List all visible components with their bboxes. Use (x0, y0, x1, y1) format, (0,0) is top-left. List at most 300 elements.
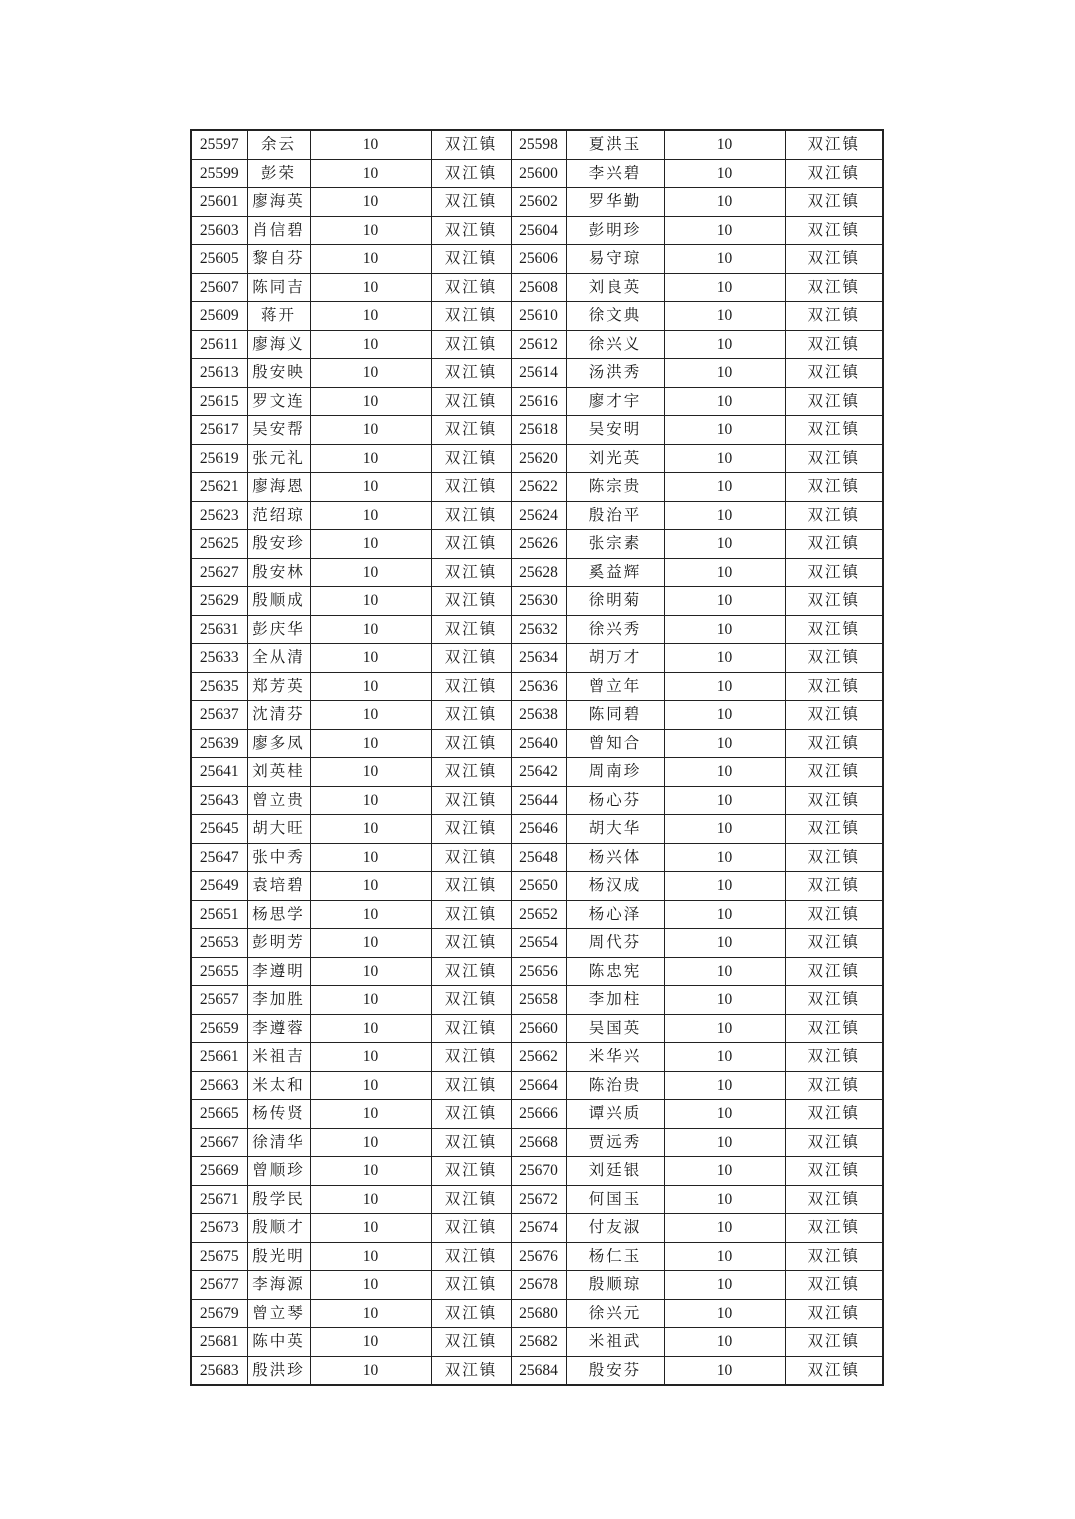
record-id-cell: 25615 (191, 387, 247, 416)
record-id-cell: 25623 (191, 501, 247, 530)
town-name-cell: 双江镇 (431, 900, 511, 929)
town-name-cell: 双江镇 (785, 444, 883, 473)
record-id-cell: 25652 (511, 900, 566, 929)
person-name-cell: 殷顺才 (247, 1214, 310, 1243)
amount-value-cell: 10 (310, 701, 431, 730)
table-row (191, 1271, 883, 1300)
table-row (191, 1214, 883, 1243)
record-id-cell: 25603 (191, 216, 247, 245)
record-id-cell: 25678 (511, 1271, 566, 1300)
town-name-cell: 双江镇 (431, 444, 511, 473)
town-name-cell: 双江镇 (431, 1157, 511, 1186)
amount-value-cell: 10 (664, 216, 785, 245)
record-id-cell: 25668 (511, 1128, 566, 1157)
person-name-cell: 殷治平 (566, 501, 664, 530)
record-id-cell: 25669 (191, 1157, 247, 1186)
town-name-cell: 双江镇 (785, 758, 883, 787)
person-name-cell: 刘英桂 (247, 758, 310, 787)
person-name-cell: 米祖武 (566, 1328, 664, 1357)
record-id-cell: 25651 (191, 900, 247, 929)
roster-body (191, 130, 883, 1385)
amount-value-cell: 10 (664, 957, 785, 986)
town-name-cell: 双江镇 (431, 1242, 511, 1271)
town-name-cell: 双江镇 (431, 530, 511, 559)
record-id-cell: 25636 (511, 672, 566, 701)
town-name-cell: 双江镇 (431, 1299, 511, 1328)
town-name-cell: 双江镇 (785, 501, 883, 530)
record-id-cell: 25671 (191, 1185, 247, 1214)
table-row (191, 444, 883, 473)
person-name-cell: 刘光英 (566, 444, 664, 473)
town-name-cell: 双江镇 (785, 416, 883, 445)
town-name-cell: 双江镇 (785, 558, 883, 587)
amount-value-cell: 10 (664, 558, 785, 587)
town-name-cell: 双江镇 (785, 786, 883, 815)
amount-value-cell: 10 (310, 672, 431, 701)
town-name-cell: 双江镇 (785, 330, 883, 359)
town-name-cell: 双江镇 (431, 330, 511, 359)
amount-value-cell: 10 (664, 1299, 785, 1328)
town-name-cell: 双江镇 (431, 159, 511, 188)
record-id-cell: 25628 (511, 558, 566, 587)
table-row (191, 957, 883, 986)
town-name-cell: 双江镇 (431, 786, 511, 815)
person-name-cell: 罗文连 (247, 387, 310, 416)
amount-value-cell: 10 (664, 359, 785, 388)
record-id-cell: 25617 (191, 416, 247, 445)
record-id-cell: 25631 (191, 615, 247, 644)
amount-value-cell: 10 (310, 1271, 431, 1300)
person-name-cell: 徐兴元 (566, 1299, 664, 1328)
record-id-cell: 25613 (191, 359, 247, 388)
town-name-cell: 双江镇 (785, 302, 883, 331)
person-name-cell: 彭荣 (247, 159, 310, 188)
person-name-cell: 周南珍 (566, 758, 664, 787)
town-name-cell: 双江镇 (785, 188, 883, 217)
amount-value-cell: 10 (664, 444, 785, 473)
town-name-cell: 双江镇 (785, 530, 883, 559)
person-name-cell: 李加柱 (566, 986, 664, 1015)
record-id-cell: 25599 (191, 159, 247, 188)
person-name-cell: 廖多凤 (247, 729, 310, 758)
amount-value-cell: 10 (664, 1100, 785, 1129)
record-id-cell: 25622 (511, 473, 566, 502)
amount-value-cell: 10 (664, 672, 785, 701)
person-name-cell: 殷安映 (247, 359, 310, 388)
town-name-cell: 双江镇 (431, 216, 511, 245)
table-row (191, 273, 883, 302)
town-name-cell: 双江镇 (785, 245, 883, 274)
record-id-cell: 25672 (511, 1185, 566, 1214)
town-name-cell: 双江镇 (431, 929, 511, 958)
record-id-cell: 25634 (511, 644, 566, 673)
record-id-cell: 25604 (511, 216, 566, 245)
amount-value-cell: 10 (664, 1356, 785, 1385)
town-name-cell: 双江镇 (785, 1299, 883, 1328)
person-name-cell: 彭庆华 (247, 615, 310, 644)
table-row (191, 1100, 883, 1129)
town-name-cell: 双江镇 (431, 758, 511, 787)
amount-value-cell: 10 (664, 330, 785, 359)
amount-value-cell: 10 (664, 1128, 785, 1157)
record-id-cell: 25620 (511, 444, 566, 473)
record-id-cell: 25625 (191, 530, 247, 559)
town-name-cell: 双江镇 (431, 1014, 511, 1043)
record-id-cell: 25630 (511, 587, 566, 616)
amount-value-cell: 10 (310, 130, 431, 159)
amount-value-cell: 10 (310, 473, 431, 502)
person-name-cell: 李兴碧 (566, 159, 664, 188)
person-name-cell: 李加胜 (247, 986, 310, 1015)
table-row (191, 701, 883, 730)
town-name-cell: 双江镇 (431, 501, 511, 530)
amount-value-cell: 10 (310, 729, 431, 758)
record-id-cell: 25597 (191, 130, 247, 159)
record-id-cell: 25666 (511, 1100, 566, 1129)
record-id-cell: 25659 (191, 1014, 247, 1043)
town-name-cell: 双江镇 (431, 1071, 511, 1100)
amount-value-cell: 10 (664, 1014, 785, 1043)
record-id-cell: 25637 (191, 701, 247, 730)
record-id-cell: 25618 (511, 416, 566, 445)
amount-value-cell: 10 (310, 530, 431, 559)
table-row (191, 359, 883, 388)
person-name-cell: 殷顺成 (247, 587, 310, 616)
town-name-cell: 双江镇 (431, 1214, 511, 1243)
town-name-cell: 双江镇 (785, 843, 883, 872)
record-id-cell: 25635 (191, 672, 247, 701)
amount-value-cell: 10 (310, 302, 431, 331)
amount-value-cell: 10 (310, 1157, 431, 1186)
record-id-cell: 25611 (191, 330, 247, 359)
person-name-cell: 李海源 (247, 1271, 310, 1300)
person-name-cell: 曾顺珍 (247, 1157, 310, 1186)
person-name-cell: 陈宗贵 (566, 473, 664, 502)
person-name-cell: 徐明菊 (566, 587, 664, 616)
person-name-cell: 曾知合 (566, 729, 664, 758)
amount-value-cell: 10 (664, 416, 785, 445)
person-name-cell: 袁培碧 (247, 872, 310, 901)
record-id-cell: 25602 (511, 188, 566, 217)
record-id-cell: 25644 (511, 786, 566, 815)
person-name-cell: 殷安林 (247, 558, 310, 587)
record-id-cell: 25650 (511, 872, 566, 901)
record-id-cell: 25649 (191, 872, 247, 901)
town-name-cell: 双江镇 (785, 130, 883, 159)
amount-value-cell: 10 (310, 929, 431, 958)
table-row (191, 501, 883, 530)
record-id-cell: 25608 (511, 273, 566, 302)
town-name-cell: 双江镇 (431, 1185, 511, 1214)
record-id-cell: 25643 (191, 786, 247, 815)
record-id-cell: 25675 (191, 1242, 247, 1271)
amount-value-cell: 10 (310, 1299, 431, 1328)
record-id-cell: 25679 (191, 1299, 247, 1328)
record-id-cell: 25633 (191, 644, 247, 673)
person-name-cell: 胡大旺 (247, 815, 310, 844)
record-id-cell: 25610 (511, 302, 566, 331)
record-id-cell: 25660 (511, 1014, 566, 1043)
town-name-cell: 双江镇 (431, 273, 511, 302)
table-row (191, 900, 883, 929)
table-row (191, 786, 883, 815)
amount-value-cell: 10 (664, 501, 785, 530)
amount-value-cell: 10 (664, 986, 785, 1015)
amount-value-cell: 10 (310, 387, 431, 416)
town-name-cell: 双江镇 (785, 872, 883, 901)
town-name-cell: 双江镇 (431, 729, 511, 758)
person-name-cell: 贾远秀 (566, 1128, 664, 1157)
record-id-cell: 25677 (191, 1271, 247, 1300)
amount-value-cell: 10 (310, 786, 431, 815)
amount-value-cell: 10 (664, 1242, 785, 1271)
person-name-cell: 谭兴质 (566, 1100, 664, 1129)
table-row (191, 188, 883, 217)
table-row (191, 1299, 883, 1328)
town-name-cell: 双江镇 (431, 359, 511, 388)
person-name-cell: 殷学民 (247, 1185, 310, 1214)
record-id-cell: 25647 (191, 843, 247, 872)
table-row (191, 644, 883, 673)
record-id-cell: 25674 (511, 1214, 566, 1243)
town-name-cell: 双江镇 (785, 1356, 883, 1385)
record-id-cell: 25642 (511, 758, 566, 787)
person-name-cell: 余云 (247, 130, 310, 159)
town-name-cell: 双江镇 (431, 130, 511, 159)
amount-value-cell: 10 (310, 1185, 431, 1214)
record-id-cell: 25624 (511, 501, 566, 530)
person-name-cell: 全从清 (247, 644, 310, 673)
record-id-cell: 25645 (191, 815, 247, 844)
amount-value-cell: 10 (664, 729, 785, 758)
table-row (191, 1043, 883, 1072)
amount-value-cell: 10 (310, 416, 431, 445)
person-name-cell: 吴国英 (566, 1014, 664, 1043)
table-row (191, 843, 883, 872)
town-name-cell: 双江镇 (785, 216, 883, 245)
record-id-cell: 25657 (191, 986, 247, 1015)
record-id-cell: 25664 (511, 1071, 566, 1100)
amount-value-cell: 10 (664, 900, 785, 929)
amount-value-cell: 10 (310, 245, 431, 274)
person-name-cell: 刘廷银 (566, 1157, 664, 1186)
record-id-cell: 25621 (191, 473, 247, 502)
person-name-cell: 张元礼 (247, 444, 310, 473)
person-name-cell: 易守琼 (566, 245, 664, 274)
amount-value-cell: 10 (664, 1214, 785, 1243)
person-name-cell: 杨心芬 (566, 786, 664, 815)
amount-value-cell: 10 (310, 1214, 431, 1243)
amount-value-cell: 10 (664, 1271, 785, 1300)
person-name-cell: 汤洪秀 (566, 359, 664, 388)
person-name-cell: 李遵明 (247, 957, 310, 986)
town-name-cell: 双江镇 (431, 587, 511, 616)
amount-value-cell: 10 (664, 1043, 785, 1072)
amount-value-cell: 10 (310, 815, 431, 844)
table-row (191, 1328, 883, 1357)
record-id-cell: 25665 (191, 1100, 247, 1129)
table-row (191, 872, 883, 901)
town-name-cell: 双江镇 (785, 473, 883, 502)
amount-value-cell: 10 (310, 1071, 431, 1100)
amount-value-cell: 10 (664, 1185, 785, 1214)
table-row (191, 758, 883, 787)
amount-value-cell: 10 (664, 188, 785, 217)
town-name-cell: 双江镇 (431, 473, 511, 502)
amount-value-cell: 10 (664, 587, 785, 616)
town-name-cell: 双江镇 (785, 159, 883, 188)
record-id-cell: 25648 (511, 843, 566, 872)
amount-value-cell: 10 (664, 644, 785, 673)
amount-value-cell: 10 (664, 273, 785, 302)
person-name-cell: 米太和 (247, 1071, 310, 1100)
record-id-cell: 25638 (511, 701, 566, 730)
town-name-cell: 双江镇 (785, 587, 883, 616)
person-name-cell: 殷洪珍 (247, 1356, 310, 1385)
person-name-cell: 黎自芬 (247, 245, 310, 274)
person-name-cell: 杨传贤 (247, 1100, 310, 1129)
town-name-cell: 双江镇 (785, 387, 883, 416)
person-name-cell: 殷光明 (247, 1242, 310, 1271)
amount-value-cell: 10 (664, 130, 785, 159)
table-row (191, 130, 883, 159)
table-row (191, 159, 883, 188)
record-id-cell: 25680 (511, 1299, 566, 1328)
amount-value-cell: 10 (310, 558, 431, 587)
person-name-cell: 廖才宇 (566, 387, 664, 416)
amount-value-cell: 10 (664, 1071, 785, 1100)
person-name-cell: 周代芬 (566, 929, 664, 958)
town-name-cell: 双江镇 (431, 1328, 511, 1357)
person-name-cell: 米祖吉 (247, 1043, 310, 1072)
town-name-cell: 双江镇 (431, 558, 511, 587)
amount-value-cell: 10 (310, 1242, 431, 1271)
record-id-cell: 25658 (511, 986, 566, 1015)
town-name-cell: 双江镇 (785, 1100, 883, 1129)
table-row (191, 1071, 883, 1100)
record-id-cell: 25663 (191, 1071, 247, 1100)
person-name-cell: 徐文典 (566, 302, 664, 331)
person-name-cell: 范绍琼 (247, 501, 310, 530)
town-name-cell: 双江镇 (785, 929, 883, 958)
record-id-cell: 25632 (511, 615, 566, 644)
amount-value-cell: 10 (310, 843, 431, 872)
record-id-cell: 25681 (191, 1328, 247, 1357)
person-name-cell: 徐兴义 (566, 330, 664, 359)
town-name-cell: 双江镇 (431, 302, 511, 331)
record-id-cell: 25654 (511, 929, 566, 958)
record-id-cell: 25646 (511, 815, 566, 844)
person-name-cell: 陈同碧 (566, 701, 664, 730)
table-row (191, 1128, 883, 1157)
table-row (191, 587, 883, 616)
amount-value-cell: 10 (310, 501, 431, 530)
person-name-cell: 廖海英 (247, 188, 310, 217)
amount-value-cell: 10 (664, 530, 785, 559)
amount-value-cell: 10 (664, 473, 785, 502)
amount-value-cell: 10 (310, 1014, 431, 1043)
amount-value-cell: 10 (310, 986, 431, 1015)
amount-value-cell: 10 (310, 159, 431, 188)
town-name-cell: 双江镇 (785, 1185, 883, 1214)
person-name-cell: 张中秀 (247, 843, 310, 872)
person-name-cell: 曾立贵 (247, 786, 310, 815)
town-name-cell: 双江镇 (431, 1100, 511, 1129)
amount-value-cell: 10 (310, 1328, 431, 1357)
amount-value-cell: 10 (310, 216, 431, 245)
person-name-cell: 杨思学 (247, 900, 310, 929)
table-row (191, 530, 883, 559)
town-name-cell: 双江镇 (785, 900, 883, 929)
record-id-cell: 25619 (191, 444, 247, 473)
town-name-cell: 双江镇 (785, 273, 883, 302)
town-name-cell: 双江镇 (785, 986, 883, 1015)
person-name-cell: 吴安明 (566, 416, 664, 445)
amount-value-cell: 10 (664, 872, 785, 901)
record-id-cell: 25601 (191, 188, 247, 217)
table-row (191, 416, 883, 445)
record-id-cell: 25684 (511, 1356, 566, 1385)
amount-value-cell: 10 (664, 843, 785, 872)
person-name-cell: 陈忠宪 (566, 957, 664, 986)
amount-value-cell: 10 (664, 786, 785, 815)
person-name-cell: 胡万才 (566, 644, 664, 673)
amount-value-cell: 10 (664, 758, 785, 787)
person-name-cell: 何国玉 (566, 1185, 664, 1214)
table-row (191, 1157, 883, 1186)
person-name-cell: 罗华勤 (566, 188, 664, 217)
person-name-cell: 胡大华 (566, 815, 664, 844)
amount-value-cell: 10 (664, 159, 785, 188)
amount-value-cell: 10 (310, 957, 431, 986)
person-name-cell: 郑芳英 (247, 672, 310, 701)
town-name-cell: 双江镇 (431, 957, 511, 986)
town-name-cell: 双江镇 (785, 1157, 883, 1186)
town-name-cell: 双江镇 (431, 986, 511, 1015)
town-name-cell: 双江镇 (431, 1128, 511, 1157)
town-name-cell: 双江镇 (785, 729, 883, 758)
person-name-cell: 殷顺琼 (566, 1271, 664, 1300)
town-name-cell: 双江镇 (785, 957, 883, 986)
person-name-cell: 廖海恩 (247, 473, 310, 502)
record-id-cell: 25661 (191, 1043, 247, 1072)
amount-value-cell: 10 (664, 1328, 785, 1357)
town-name-cell: 双江镇 (431, 1043, 511, 1072)
town-name-cell: 双江镇 (785, 1014, 883, 1043)
person-name-cell: 殷安珍 (247, 530, 310, 559)
record-id-cell: 25629 (191, 587, 247, 616)
amount-value-cell: 10 (310, 758, 431, 787)
amount-value-cell: 10 (310, 1043, 431, 1072)
table-row (191, 1242, 883, 1271)
amount-value-cell: 10 (310, 587, 431, 616)
town-name-cell: 双江镇 (785, 359, 883, 388)
record-id-cell: 25626 (511, 530, 566, 559)
person-name-cell: 徐兴秀 (566, 615, 664, 644)
record-id-cell: 25656 (511, 957, 566, 986)
town-name-cell: 双江镇 (431, 387, 511, 416)
person-name-cell: 曾立琴 (247, 1299, 310, 1328)
person-name-cell: 徐清华 (247, 1128, 310, 1157)
record-id-cell: 25616 (511, 387, 566, 416)
town-name-cell: 双江镇 (785, 1328, 883, 1357)
person-name-cell: 米华兴 (566, 1043, 664, 1072)
town-name-cell: 双江镇 (431, 245, 511, 274)
person-name-cell: 张宗素 (566, 530, 664, 559)
amount-value-cell: 10 (310, 872, 431, 901)
table-row (191, 473, 883, 502)
person-name-cell: 杨兴体 (566, 843, 664, 872)
